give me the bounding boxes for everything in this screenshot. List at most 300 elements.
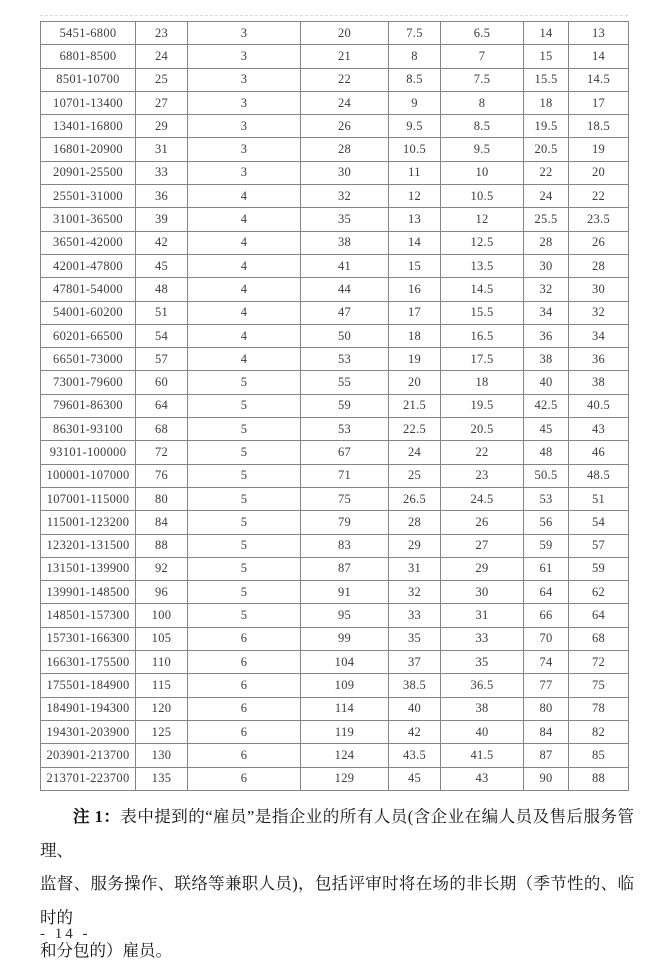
table-cell: 105 (136, 627, 188, 650)
table-cell: 25.5 (524, 208, 569, 231)
employee-audit-days-table (40, 21, 629, 791)
table-cell: 175501-184900 (41, 674, 136, 697)
table-cell: 107001-115000 (41, 487, 136, 510)
table-cell: 17 (389, 301, 441, 324)
table-cell: 23 (441, 464, 524, 487)
table-cell: 32 (569, 301, 629, 324)
table-row (41, 324, 629, 347)
table-cell: 4 (188, 208, 301, 231)
table-cell: 29 (136, 115, 188, 138)
table-cell: 24 (136, 45, 188, 68)
table-cell: 38 (301, 231, 389, 254)
table-cell: 36501-42000 (41, 231, 136, 254)
table-cell: 110 (136, 651, 188, 674)
table-cell: 42001-47800 (41, 254, 136, 277)
table-cell: 14 (569, 45, 629, 68)
table-cell: 72 (569, 651, 629, 674)
table-cell: 70 (524, 627, 569, 650)
table-cell: 80 (524, 697, 569, 720)
table-cell: 20.5 (524, 138, 569, 161)
table-cell: 48 (524, 441, 569, 464)
table-cell: 45 (524, 418, 569, 441)
table-cell: 56 (524, 511, 569, 534)
table-cell: 5 (188, 371, 301, 394)
table-cell: 88 (136, 534, 188, 557)
table-cell: 53 (301, 418, 389, 441)
table-cell: 86301-93100 (41, 418, 136, 441)
table-row (41, 767, 629, 790)
table-row (41, 301, 629, 324)
table-cell: 4 (188, 278, 301, 301)
table-cell: 68 (569, 627, 629, 650)
table-cell: 77 (524, 674, 569, 697)
table-cell: 4 (188, 324, 301, 347)
table-row (41, 278, 629, 301)
table-cell: 5 (188, 581, 301, 604)
table-cell: 54001-60200 (41, 301, 136, 324)
table-cell: 12 (441, 208, 524, 231)
table-cell: 33 (389, 604, 441, 627)
table-cell: 13401-16800 (41, 115, 136, 138)
table-cell: 20 (389, 371, 441, 394)
truncated-row-border (40, 15, 628, 16)
table-cell: 124 (301, 744, 389, 767)
table-cell: 31 (136, 138, 188, 161)
table-cell: 75 (569, 674, 629, 697)
table-cell: 5 (188, 441, 301, 464)
table-cell: 16 (389, 278, 441, 301)
table-cell: 8 (441, 91, 524, 114)
table-cell: 14 (389, 231, 441, 254)
table-cell: 59 (569, 557, 629, 580)
table-cell: 57 (136, 348, 188, 371)
table-cell: 25501-31000 (41, 185, 136, 208)
table-cell: 135 (136, 767, 188, 790)
note-label: 注 1： (73, 807, 121, 826)
table-cell: 194301-203900 (41, 720, 136, 743)
table-cell: 6801-8500 (41, 45, 136, 68)
table-cell: 38.5 (389, 674, 441, 697)
table-cell: 38 (441, 697, 524, 720)
table-cell: 38 (524, 348, 569, 371)
table-cell: 36 (524, 324, 569, 347)
table-cell: 7 (441, 45, 524, 68)
table-row (41, 115, 629, 138)
note-line-3: 和分包的）雇员。 (40, 941, 172, 960)
table-cell: 21.5 (389, 394, 441, 417)
table-cell: 90 (524, 767, 569, 790)
table-cell: 76 (136, 464, 188, 487)
table-cell: 64 (524, 581, 569, 604)
table-cell: 5 (188, 418, 301, 441)
table-cell: 18 (441, 371, 524, 394)
table-cell: 115001-123200 (41, 511, 136, 534)
table-cell: 79601-86300 (41, 394, 136, 417)
table-cell: 6 (188, 697, 301, 720)
table-cell: 23 (136, 22, 188, 45)
table-cell: 25 (136, 68, 188, 91)
table-cell: 17 (569, 91, 629, 114)
table-cell: 10.5 (389, 138, 441, 161)
table-cell: 32 (524, 278, 569, 301)
table-cell: 6 (188, 674, 301, 697)
table-cell: 14.5 (441, 278, 524, 301)
table-cell: 68 (136, 418, 188, 441)
table-cell: 87 (301, 557, 389, 580)
table-cell: 96 (136, 581, 188, 604)
table-cell: 3 (188, 22, 301, 45)
note-line-2: 监督、服务操作、联络等兼职人员)，包括评审时将在场的非长期（季节性的、临时的 (40, 874, 634, 927)
table-cell: 40 (524, 371, 569, 394)
table-cell: 87 (524, 744, 569, 767)
table-body (41, 22, 629, 791)
table-cell: 26 (569, 231, 629, 254)
table-cell: 12 (389, 185, 441, 208)
table-cell: 19.5 (441, 394, 524, 417)
table-cell: 24 (524, 185, 569, 208)
table-row (41, 464, 629, 487)
table-cell: 10701-13400 (41, 91, 136, 114)
table-row (41, 441, 629, 464)
table-cell: 39 (136, 208, 188, 231)
table-cell: 15 (389, 254, 441, 277)
table-cell: 100 (136, 604, 188, 627)
table-cell: 60 (136, 371, 188, 394)
table-cell: 41 (301, 254, 389, 277)
table-cell: 78 (569, 697, 629, 720)
table-cell: 64 (136, 394, 188, 417)
table-cell: 203901-213700 (41, 744, 136, 767)
table-cell: 4 (188, 301, 301, 324)
table-cell: 9.5 (441, 138, 524, 161)
table-cell: 32 (389, 581, 441, 604)
table-cell: 29 (441, 557, 524, 580)
table-row (41, 697, 629, 720)
table-cell: 20.5 (441, 418, 524, 441)
table-cell: 12.5 (441, 231, 524, 254)
table-cell: 104 (301, 651, 389, 674)
table-cell: 19.5 (524, 115, 569, 138)
table-cell: 34 (569, 324, 629, 347)
table-cell: 61 (524, 557, 569, 580)
table-cell: 3 (188, 115, 301, 138)
table-cell: 115 (136, 674, 188, 697)
table-cell: 80 (136, 487, 188, 510)
table-cell: 184901-194300 (41, 697, 136, 720)
table-cell: 21 (301, 45, 389, 68)
table-cell: 6 (188, 627, 301, 650)
table-cell: 22 (569, 185, 629, 208)
table-cell: 4 (188, 231, 301, 254)
table-row (41, 161, 629, 184)
table-cell: 6 (188, 744, 301, 767)
table-cell: 30 (524, 254, 569, 277)
table-cell: 59 (301, 394, 389, 417)
table-cell: 26.5 (389, 487, 441, 510)
table-cell: 5 (188, 534, 301, 557)
table-cell: 28 (569, 254, 629, 277)
table-cell: 91 (301, 581, 389, 604)
table-cell: 79 (301, 511, 389, 534)
table-cell: 24.5 (441, 487, 524, 510)
table-cell: 20901-25500 (41, 161, 136, 184)
table-cell: 48.5 (569, 464, 629, 487)
table-row (41, 487, 629, 510)
table-cell: 51 (569, 487, 629, 510)
table-cell: 36 (136, 185, 188, 208)
table-row (41, 534, 629, 557)
table-cell: 31 (389, 557, 441, 580)
table-cell: 15.5 (524, 68, 569, 91)
table-cell: 3 (188, 91, 301, 114)
table-cell: 42 (389, 720, 441, 743)
table-row (41, 557, 629, 580)
table-cell: 15.5 (441, 301, 524, 324)
table-cell: 40.5 (569, 394, 629, 417)
table-cell: 109 (301, 674, 389, 697)
table-cell: 6 (188, 651, 301, 674)
table-cell: 40 (441, 720, 524, 743)
table-cell: 4 (188, 348, 301, 371)
table-cell: 120 (136, 697, 188, 720)
table-cell: 36 (569, 348, 629, 371)
table-cell: 26 (441, 511, 524, 534)
table-cell: 3 (188, 68, 301, 91)
table-cell: 33 (441, 627, 524, 650)
table-cell: 5 (188, 604, 301, 627)
table-row (41, 744, 629, 767)
table-cell: 92 (136, 557, 188, 580)
table-row (41, 720, 629, 743)
table-row (41, 208, 629, 231)
table-cell: 16801-20900 (41, 138, 136, 161)
table-cell: 43 (441, 767, 524, 790)
table-cell: 30 (301, 161, 389, 184)
table-cell: 85 (569, 744, 629, 767)
table-row (41, 394, 629, 417)
table-cell: 74 (524, 651, 569, 674)
table-row (41, 231, 629, 254)
table-cell: 17.5 (441, 348, 524, 371)
table-cell: 54 (136, 324, 188, 347)
table-cell: 119 (301, 720, 389, 743)
table-cell: 51 (136, 301, 188, 324)
table-cell: 45 (136, 254, 188, 277)
table-cell: 18.5 (569, 115, 629, 138)
table-cell: 5 (188, 394, 301, 417)
table-cell: 13 (569, 22, 629, 45)
table-row (41, 45, 629, 68)
table-cell: 66501-73000 (41, 348, 136, 371)
table-cell: 72 (136, 441, 188, 464)
table-cell: 3 (188, 161, 301, 184)
table-cell: 8 (389, 45, 441, 68)
table-cell: 84 (524, 720, 569, 743)
table-cell: 8.5 (441, 115, 524, 138)
table-cell: 83 (301, 534, 389, 557)
table-cell: 11 (389, 161, 441, 184)
note-paragraph (40, 800, 634, 968)
table-cell: 7.5 (389, 22, 441, 45)
table-cell: 95 (301, 604, 389, 627)
table-cell: 125 (136, 720, 188, 743)
table-cell: 5 (188, 557, 301, 580)
table-cell: 84 (136, 511, 188, 534)
table-cell: 6.5 (441, 22, 524, 45)
table-cell: 8501-10700 (41, 68, 136, 91)
table-row (41, 91, 629, 114)
table-cell: 24 (389, 441, 441, 464)
table-cell: 47 (301, 301, 389, 324)
table-cell: 35 (441, 651, 524, 674)
table-cell: 13 (389, 208, 441, 231)
table-cell: 27 (136, 91, 188, 114)
table-row (41, 581, 629, 604)
page-number: - 14 - (40, 926, 91, 942)
table-cell: 16.5 (441, 324, 524, 347)
table-cell: 34 (524, 301, 569, 324)
table-cell: 25 (389, 464, 441, 487)
table-cell: 73001-79600 (41, 371, 136, 394)
table-cell: 4 (188, 185, 301, 208)
table-cell: 31001-36500 (41, 208, 136, 231)
table-cell: 213701-223700 (41, 767, 136, 790)
table-cell: 22 (524, 161, 569, 184)
table-cell: 67 (301, 441, 389, 464)
table-cell: 4 (188, 254, 301, 277)
table-cell: 28 (301, 138, 389, 161)
table-cell: 57 (569, 534, 629, 557)
table-cell: 35 (389, 627, 441, 650)
table-cell: 131501-139900 (41, 557, 136, 580)
table-cell: 50.5 (524, 464, 569, 487)
table-cell: 33 (136, 161, 188, 184)
table-cell: 22 (301, 68, 389, 91)
table-cell: 24 (301, 91, 389, 114)
table-cell: 23.5 (569, 208, 629, 231)
table-cell: 29 (389, 534, 441, 557)
table-row (41, 348, 629, 371)
table-cell: 166301-175500 (41, 651, 136, 674)
table-cell: 82 (569, 720, 629, 743)
table-cell: 114 (301, 697, 389, 720)
table-row (41, 138, 629, 161)
table-cell: 130 (136, 744, 188, 767)
table-row (41, 185, 629, 208)
table-cell: 28 (524, 231, 569, 254)
table-cell: 14.5 (569, 68, 629, 91)
table-cell: 18 (524, 91, 569, 114)
table-row (41, 604, 629, 627)
table-cell: 30 (569, 278, 629, 301)
table-cell: 18 (389, 324, 441, 347)
table-cell: 38 (569, 371, 629, 394)
table-cell: 19 (569, 138, 629, 161)
table-cell: 10.5 (441, 185, 524, 208)
table-cell: 88 (569, 767, 629, 790)
table-row (41, 511, 629, 534)
table-cell: 75 (301, 487, 389, 510)
table-cell: 123201-131500 (41, 534, 136, 557)
table-row (41, 651, 629, 674)
table-row (41, 627, 629, 650)
table-cell: 42.5 (524, 394, 569, 417)
table-row (41, 254, 629, 277)
table-cell: 41.5 (441, 744, 524, 767)
table-cell: 22 (441, 441, 524, 464)
table-cell: 59 (524, 534, 569, 557)
note-text-line1: 表中提到的“雇员”是指企业的所有人员(含企业在编人员及售后服务管理、 (40, 807, 634, 860)
table-cell: 22.5 (389, 418, 441, 441)
table-cell: 26 (301, 115, 389, 138)
table-row (41, 371, 629, 394)
table-cell: 43.5 (389, 744, 441, 767)
table-cell: 28 (389, 511, 441, 534)
table-cell: 99 (301, 627, 389, 650)
table-cell: 157301-166300 (41, 627, 136, 650)
table-cell: 48 (136, 278, 188, 301)
table-cell: 14 (524, 22, 569, 45)
table-cell: 8.5 (389, 68, 441, 91)
table-cell: 5451-6800 (41, 22, 136, 45)
table-cell: 36.5 (441, 674, 524, 697)
table-cell: 62 (569, 581, 629, 604)
table-cell: 129 (301, 767, 389, 790)
table-cell: 6 (188, 767, 301, 790)
table-cell: 46 (569, 441, 629, 464)
table-cell: 9.5 (389, 115, 441, 138)
table-cell: 3 (188, 138, 301, 161)
table-cell: 6 (188, 720, 301, 743)
table-cell: 32 (301, 185, 389, 208)
table-cell: 7.5 (441, 68, 524, 91)
table-cell: 139901-148500 (41, 581, 136, 604)
table-cell: 20 (569, 161, 629, 184)
table-cell: 53 (524, 487, 569, 510)
table-cell: 53 (301, 348, 389, 371)
table-cell: 64 (569, 604, 629, 627)
table-cell: 19 (389, 348, 441, 371)
table-cell: 40 (389, 697, 441, 720)
table-cell: 5 (188, 511, 301, 534)
table-cell: 71 (301, 464, 389, 487)
table-row (41, 418, 629, 441)
table-cell: 100001-107000 (41, 464, 136, 487)
table-cell: 5 (188, 487, 301, 510)
table-cell: 35 (301, 208, 389, 231)
table-row (41, 68, 629, 91)
table-cell: 47801-54000 (41, 278, 136, 301)
table-cell: 13.5 (441, 254, 524, 277)
table-cell: 50 (301, 324, 389, 347)
table-row (41, 674, 629, 697)
table-cell: 3 (188, 45, 301, 68)
table-cell: 20 (301, 22, 389, 45)
table-cell: 31 (441, 604, 524, 627)
table-cell: 54 (569, 511, 629, 534)
table-cell: 37 (389, 651, 441, 674)
table-cell: 66 (524, 604, 569, 627)
table-cell: 45 (389, 767, 441, 790)
table-cell: 27 (441, 534, 524, 557)
table-cell: 60201-66500 (41, 324, 136, 347)
table-cell: 15 (524, 45, 569, 68)
table-cell: 30 (441, 581, 524, 604)
note-line-1 (40, 800, 634, 867)
table-cell: 9 (389, 91, 441, 114)
table-cell: 93101-100000 (41, 441, 136, 464)
table-cell: 10 (441, 161, 524, 184)
